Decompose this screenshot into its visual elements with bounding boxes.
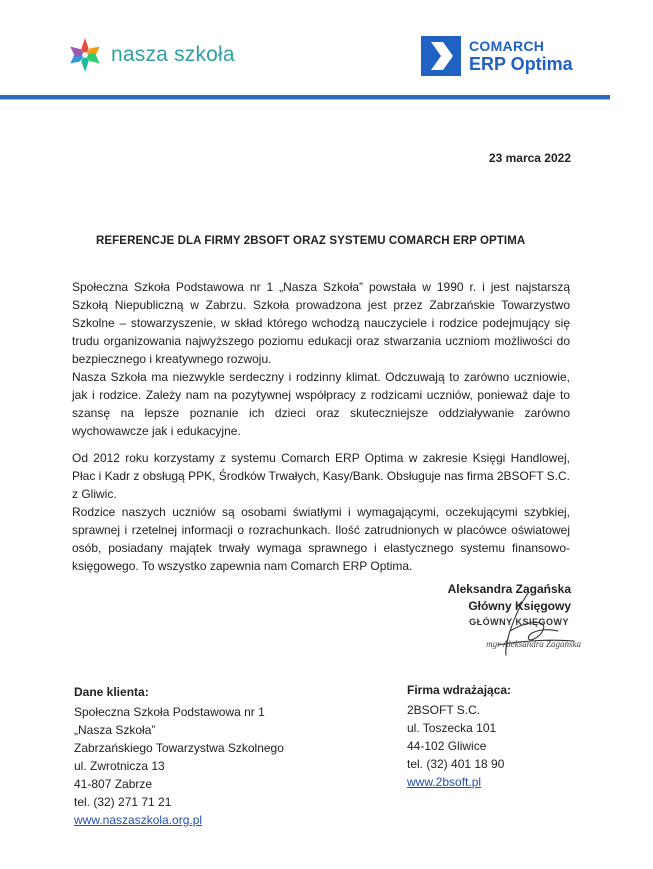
paragraph-4: Rodzice naszych uczniów są osobami światłymi i wymagającymi, oczekującymi szybkiej, sprawnej i rzetelnej informacji o rozrachunkach. Ilość zatrudnionych w placówce oświatowej osób, posiadany majątek trwały wymaga sprawnego i elastycznego systemu finansowo-księgowego. To wszystko zapewnia nam Comarch ERP Optima. bbox=[72, 505, 570, 573]
header-divider-thin bbox=[0, 99, 610, 100]
contractor-line-1: 2BSOFT S.C. bbox=[407, 703, 481, 717]
comarch-logo-line2: ERP Optima bbox=[469, 54, 573, 74]
star-logo-icon bbox=[66, 36, 104, 74]
client-line-5: 41-807 Zabrze bbox=[74, 777, 153, 791]
handwritten-signature-icon bbox=[470, 585, 590, 663]
paragraph-2: Nasza Szkoła ma niezwykle serdeczny i rodzinny klimat. Odczuwają to zarówno uczniowie, jak i rodzice. Zależy nam na pozytywnej współpracy z rodzicami uczniów, ponieważ daje to szansę na lepsze poznanie ich dzieci oraz skuteczniejsze oddziaływanie zarówno wychowawcze jak i edukacyjne. bbox=[72, 370, 570, 438]
contractor-line-4: tel. (32) 401 18 90 bbox=[407, 757, 505, 771]
client-website-link[interactable]: www.naszaszkola.org.pl bbox=[74, 813, 203, 827]
contractor-website-link[interactable]: www.2bsoft.pl bbox=[407, 775, 482, 789]
client-line-4: ul. Zwrotnicza 13 bbox=[74, 759, 165, 773]
comarch-logo-line1: COMARCH bbox=[469, 38, 545, 54]
paragraph-3: Od 2012 roku korzystamy z systemu Comarch ERP Optima w zakresie Księgi Handlowej, Płac i Kadr z obsługą PPK, Środków Trwałych, Kasy/Bank. Obsługuje nas firma 2BSOFT S.C. z Gliwic. bbox=[72, 451, 570, 501]
client-line-6: tel. (32) 271 71 21 bbox=[74, 795, 172, 809]
client-details bbox=[74, 683, 284, 829]
signatory-name: Aleksandra Zagańska bbox=[447, 582, 571, 596]
nasza-szkola-logo-text: nasza szkoła bbox=[111, 43, 235, 66]
contractor-line-2: ul. Toszecka 101 bbox=[407, 721, 497, 735]
contractor-details bbox=[407, 681, 511, 791]
client-line-1: Społeczna Szkoła Podstawowa nr 1 bbox=[74, 705, 265, 719]
comarch-chevron-icon bbox=[421, 36, 461, 76]
client-heading: Dane klienta: bbox=[74, 685, 149, 699]
stamp-role-text: GŁÓWNY KSIĘGOWY bbox=[469, 617, 569, 627]
nasza-szkola-logo bbox=[66, 36, 235, 74]
comarch-erp-optima-logo bbox=[421, 36, 573, 76]
letter-title: REFERENCJE DLA FIRMY 2BSOFT ORAZ SYSTEMU COMARCH ERP OPTIMA bbox=[96, 235, 526, 247]
stamp-name-text: mgr Aleksandra Zagańska bbox=[486, 639, 581, 649]
client-line-3: Zabrzańskiego Towarzystwa Szkolnego bbox=[74, 741, 284, 755]
letter-date: 23 marca 2022 bbox=[488, 151, 571, 165]
paragraph-1: Społeczna Szkoła Podstawowa nr 1 „Nasza Szkoła” powstała w 1990 r. i jest najstarszą Szkołą Niepubliczną w Zabrzu. Szkoła prowadzona jest przez Zabrzańskie Towarzystwo Szkolne – stowarzyszenie, w skład którego wchodzą nauczyciele i rodzice podejmujący się trudu organizowania najwyższego poziomu edukacji oraz stwarzania uczniom możliwości do bezpiecznego i kreatywnego rozwoju. bbox=[72, 280, 570, 366]
contractor-line-3: 44-102 Gliwice bbox=[407, 739, 487, 753]
contractor-heading: Firma wdrażająca: bbox=[407, 683, 512, 697]
signatory-role: Główny Księgowy bbox=[468, 599, 571, 613]
client-line-2: „Nasza Szkoła” bbox=[74, 723, 156, 737]
